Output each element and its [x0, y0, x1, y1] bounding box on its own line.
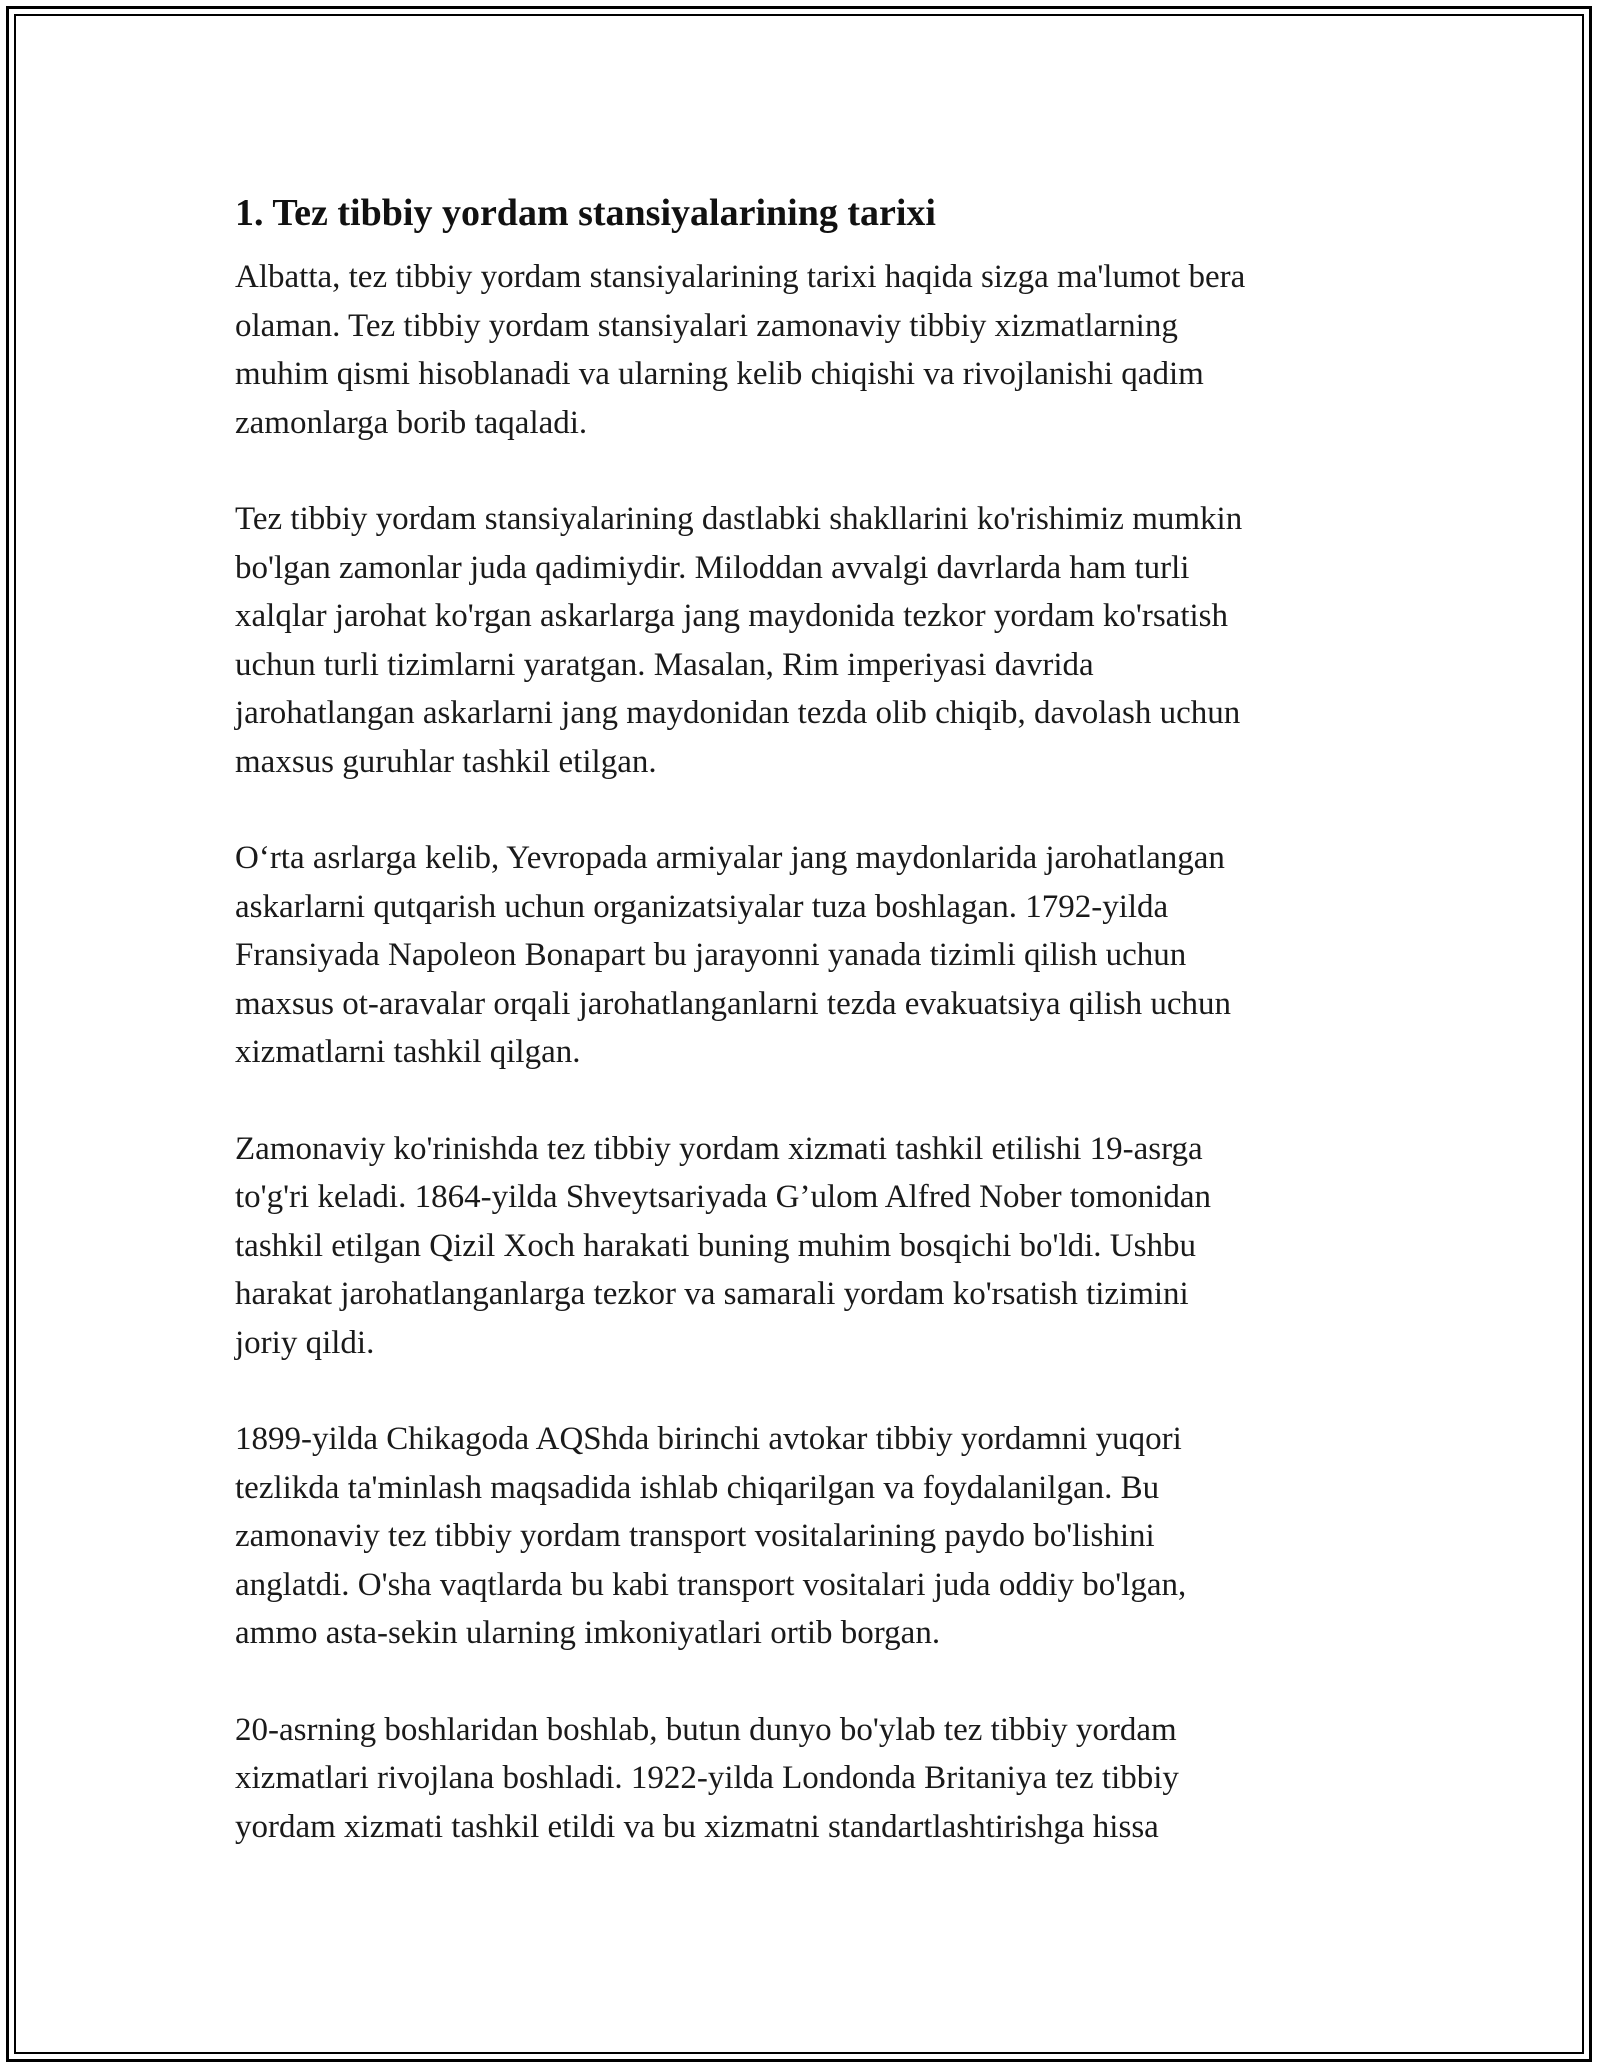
paragraph-3: O‘rta asrlarga kelib, Yevropada armiyalar jang maydonlarida jarohatlangan askarlarni qutqarish uchun organizatsiyalar tuza boshlagan. 1792-yilda Fransiyada Napoleon Bonapart bu jarayonni yanada tizimli qilish uchun maxsus ot-aravalar orqali jarohatlanganlarni tezda evakuatsiya qilish uchun xizmatlarni tashkil qilgan. — [235, 840, 1232, 1070]
section-heading: 1. Tez tibbiy yordam stansiyalarining tarixi — [235, 192, 936, 234]
paragraph-1: Albatta, tez tibbiy yordam stansiyalarining tarixi haqida sizga ma'lumot bera olaman. Tez tibbiy yordam stansiyalari zamonaviy tibbiy xizmatlarning muhim qismi hisoblanadi va ularning kelib chiqishi va rivojlanishi qadim zamonlarga borib taqaladi. — [235, 259, 1246, 441]
paragraph-5: 1899-yilda Chikagoda AQShda birinchi avtokar tibbiy yordamni yuqori tezlikda ta'minlash maqsadida ishlab chiqarilgan va foydalanilgan. Bu zamonaviy tez tibbiy yordam transport vositalarining paydo bo'lishini anglatdi. O'sha vaqtlarda bu kabi transport vositalari juda oddiy bo'lgan, ammo asta-sekin ularning imkoniyatlari ortib borgan. — [235, 1421, 1187, 1651]
document-body — [235, 185, 1365, 1899]
paragraph-2: Tez tibbiy yordam stansiyalarining dastlabki shakllarini ko'rishimiz mumkin bo'lgan zamonlar juda qadimiydir. Miloddan avvalgi davrlarda ham turli xalqlar jarohat ko'rgan askarlarga jang maydonida tezkor yordam ko'rsatish uchun turli tizimlarni yaratgan. Masalan, Rim imperiyasi davrida jarohatlangan askarlarni jang maydonidan tezda olib chiqib, davolash uchun maxsus guruhlar tashkil etilgan. — [235, 501, 1243, 780]
paragraph-4: Zamonaviy ko'rinishda tez tibbiy yordam xizmati tashkil etilishi 19-asrga to'g'ri keladi. 1864-yilda Shveytsariyada G’ulom Alfred Nober tomonidan tashkil etilgan Qizil Xoch harakati buning muhim bosqichi bo'ldi. Ushbu harakat jarohatlanganlarga tezkor va samarali yordam ko'rsatish tizimini joriy qildi. — [235, 1130, 1212, 1361]
paragraph-6: 20-asrning boshlaridan boshlab, butun dunyo bo'ylab tez tibbiy yordam xizmatlari rivojlana boshladi. 1922-yilda Londonda Britaniya tez tibbiy yordam xizmati tashkil etildi va bu xizmatni standartlashtirishga hissa — [235, 1711, 1179, 1845]
